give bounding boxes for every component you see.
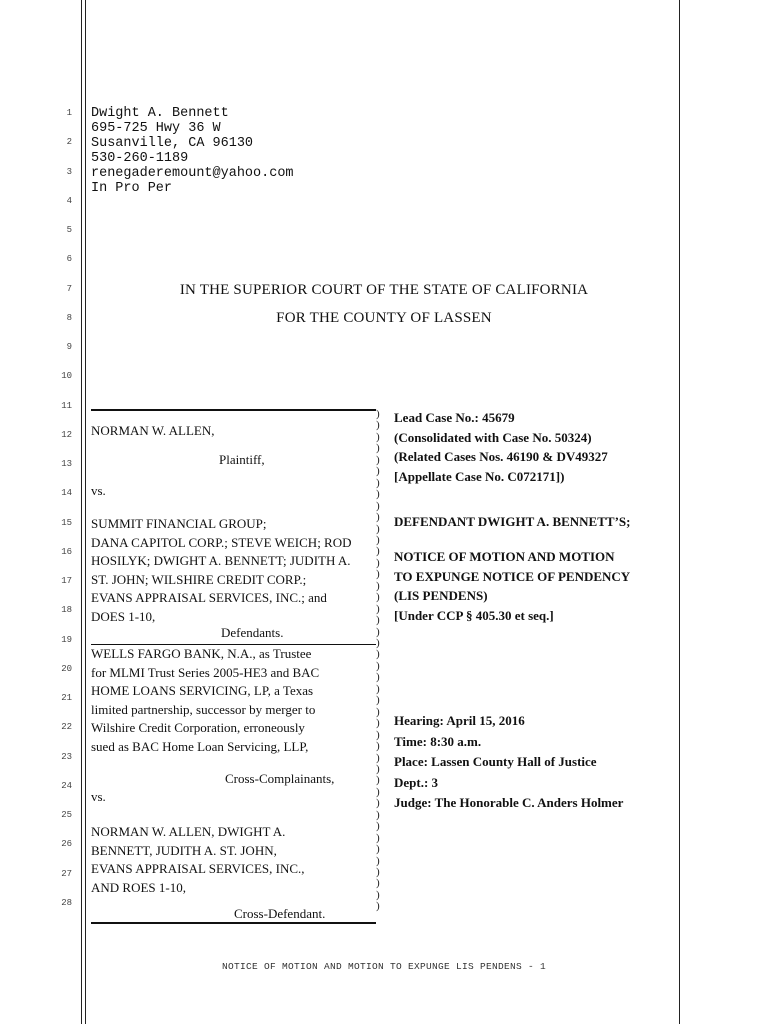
line-number: 4	[66, 195, 72, 206]
line-number: 24	[61, 780, 72, 791]
attorney-phone: 530-260-1189	[91, 151, 189, 166]
vs-label-2: vs.	[91, 789, 106, 804]
caption-paren: )	[376, 705, 380, 718]
court-title-line2: FOR THE COUNTY OF LASSEN	[276, 310, 492, 326]
caption-paren: )	[376, 843, 380, 856]
caption-paren: )	[376, 671, 380, 684]
related-cases: (Related Cases Nos. 46190 & DV49327	[394, 449, 608, 464]
line-number: 8	[66, 312, 72, 323]
line-number: 14	[61, 488, 72, 499]
caption-paren: )	[376, 831, 380, 844]
caption-paren: )	[376, 568, 380, 581]
document-title-line5: [Under CCP § 405.30 et seq.]	[394, 607, 554, 623]
plaintiff-role: Plaintiff,	[219, 452, 265, 467]
caption-paren: )	[376, 556, 380, 569]
line-number: 9	[66, 342, 72, 352]
defendant-line: ST. JOHN; WILSHIRE CREDIT CORP.;	[91, 571, 307, 587]
hearing-date: Hearing: April 15, 2016	[394, 713, 525, 728]
attorney-email: renegaderemount@yahoo.com	[91, 166, 294, 181]
attorney-status: In Pro Per	[91, 181, 173, 196]
cross-defendant-role: Cross-Defendant.	[234, 906, 326, 921]
hearing-time: Time: 8:30 a.m.	[394, 733, 482, 749]
plaintiff-name: NORMAN W. ALLEN,	[91, 423, 215, 438]
document-title-line4: (LIS PENDENS)	[394, 588, 488, 603]
line-number: 25	[61, 810, 72, 820]
left-margin-rule-outer	[81, 0, 82, 1024]
line-number: 2	[66, 137, 72, 148]
line-number: 10	[61, 371, 72, 382]
caption-paren: )	[376, 511, 380, 524]
caption-paren: )	[376, 762, 380, 775]
cross-complainant-line: sued as BAC Home Loan Servicing, LLP,	[91, 738, 309, 754]
caption-paren: )	[376, 419, 380, 432]
caption-top-rule	[91, 409, 376, 411]
consolidated-case: (Consolidated with Case No. 50324)	[394, 429, 592, 445]
caption-paren: )	[376, 591, 380, 604]
defendants-block	[91, 515, 377, 626]
line-number: 16	[61, 546, 72, 557]
court-title-line1: IN THE SUPERIOR COURT OF THE STATE OF CALIFORNIA	[179, 282, 589, 298]
caption-paren: )	[376, 797, 380, 810]
line-number: 3	[66, 166, 72, 177]
line-number: 22	[61, 722, 72, 733]
caption-paren: )	[376, 488, 380, 501]
caption-paren: )	[376, 659, 380, 672]
line-number: 21	[61, 693, 72, 703]
cross-defendants-block	[91, 823, 377, 897]
cross-complainants-block	[91, 645, 377, 756]
cross-defendant-line: EVANS APPRAISAL SERVICES, INC.,	[91, 861, 305, 876]
caption-paren: )	[376, 499, 380, 512]
document-title-line1: DEFENDANT DWIGHT A. BENNETT’S;	[394, 514, 631, 529]
caption-paren: )	[376, 614, 380, 627]
cross-complainants-role: Cross-Complainants,	[225, 771, 335, 786]
line-number: 7	[66, 283, 72, 294]
document-title-line3: TO EXPUNGE NOTICE OF PENDENCY	[394, 568, 631, 584]
line-number: 28	[61, 897, 72, 908]
attorney-address-line2: Susanville, CA 96130	[91, 136, 254, 151]
caption-paren: )	[376, 820, 380, 833]
hearing-info-block	[394, 711, 694, 814]
defendant-line: EVANS APPRAISAL SERVICES, INC.; and	[91, 590, 327, 605]
caption-paren: )	[376, 648, 380, 661]
hearing-judge: Judge: The Honorable C. Anders Holmer	[394, 795, 624, 810]
line-number: 13	[61, 459, 72, 469]
caption-paren: )	[376, 545, 380, 558]
line-number: 27	[61, 868, 72, 879]
defendant-line: DOES 1-10,	[91, 608, 156, 624]
caption-paren: )	[376, 717, 380, 730]
line-number: 23	[61, 751, 72, 762]
caption-paren: )	[376, 637, 380, 649]
line-number: 11	[61, 400, 72, 411]
cross-defendant-line: BENNETT, JUDITH A. ST. JOHN,	[91, 842, 277, 858]
page-footer: NOTICE OF MOTION AND MOTION TO EXPUNGE LIS PENDENS - 1	[221, 961, 547, 972]
caption-paren: )	[376, 774, 380, 787]
appellate-case: [Appellate Case No. C072171])	[394, 468, 565, 484]
cross-complainant-line: limited partnership, successor by merger to	[91, 701, 316, 717]
defendant-line: HOSILYK; DWIGHT A. BENNETT; JUDITH A.	[91, 553, 351, 568]
caption-paren: )	[376, 408, 380, 420]
line-number: 1	[66, 108, 72, 118]
line-number: 17	[61, 576, 72, 586]
cross-defendant-line: NORMAN W. ALLEN, DWIGHT A.	[91, 824, 286, 839]
caption-paren: )	[376, 625, 380, 638]
line-number: 19	[61, 634, 72, 645]
caption-paren: )	[376, 888, 380, 901]
defendants-role: Defendants.	[221, 625, 284, 640]
left-margin-rule-inner	[85, 0, 86, 1024]
line-number: 18	[61, 605, 72, 616]
caption-paren: )	[376, 877, 380, 890]
line-number: 20	[61, 663, 72, 674]
attorney-header	[91, 106, 294, 196]
vs-label-1: vs.	[91, 483, 106, 498]
caption-paren: )	[376, 808, 380, 821]
caption-paren: )	[376, 579, 380, 592]
line-number: 5	[66, 225, 72, 235]
caption-paren: )	[376, 694, 380, 707]
defendant-line: DANA CAPITOL CORP.; STEVE WEICH; ROD	[91, 534, 352, 550]
line-number: 6	[66, 254, 72, 265]
hearing-place: Place: Lassen County Hall of Justice	[394, 754, 597, 769]
caption-paren: )	[376, 522, 380, 535]
caption-paren: )	[376, 728, 380, 741]
case-numbers-block	[394, 408, 694, 486]
caption-paren: )	[376, 476, 380, 489]
line-number: 15	[61, 517, 72, 528]
attorney-address-line1: 695-725 Hwy 36 W	[91, 121, 221, 136]
cross-complainant-line: WELLS FARGO BANK, N.A., as Trustee	[91, 646, 312, 661]
line-number: 12	[61, 429, 72, 440]
caption-paren: )	[376, 900, 380, 913]
caption-paren: )	[376, 465, 380, 478]
caption-paren: )	[376, 751, 380, 764]
cross-complainant-line: for MLMI Trust Series 2005-HE3 and BAC	[91, 664, 320, 680]
caption-paren: )	[376, 453, 380, 466]
caption-paren: )	[376, 740, 380, 753]
attorney-name: Dwight A. Bennett	[91, 106, 229, 121]
line-number: 26	[61, 839, 72, 850]
caption-paren: )	[376, 866, 380, 878]
caption-paren: )	[376, 533, 380, 546]
caption-paren: )	[376, 854, 380, 867]
cross-complainant-line: Wilshire Credit Corporation, erroneously	[91, 720, 305, 735]
cross-complainant-line: HOME LOANS SERVICING, LP, a Texas	[91, 683, 314, 698]
caption-bottom-rule	[91, 922, 376, 924]
caption-paren: )	[376, 430, 380, 443]
cross-defendant-line: AND ROES 1-10,	[91, 879, 186, 895]
caption-paren: )	[376, 602, 380, 615]
document-title-line2: NOTICE OF MOTION AND MOTION	[394, 549, 615, 564]
document-title-block	[394, 547, 694, 625]
lead-case-number: Lead Case No.: 45679	[394, 410, 515, 425]
caption-paren: )	[376, 682, 380, 695]
caption-paren: )	[376, 442, 380, 455]
hearing-dept: Dept.: 3	[394, 774, 439, 790]
caption-paren: )	[376, 785, 380, 798]
defendant-line: SUMMIT FINANCIAL GROUP;	[91, 516, 267, 531]
